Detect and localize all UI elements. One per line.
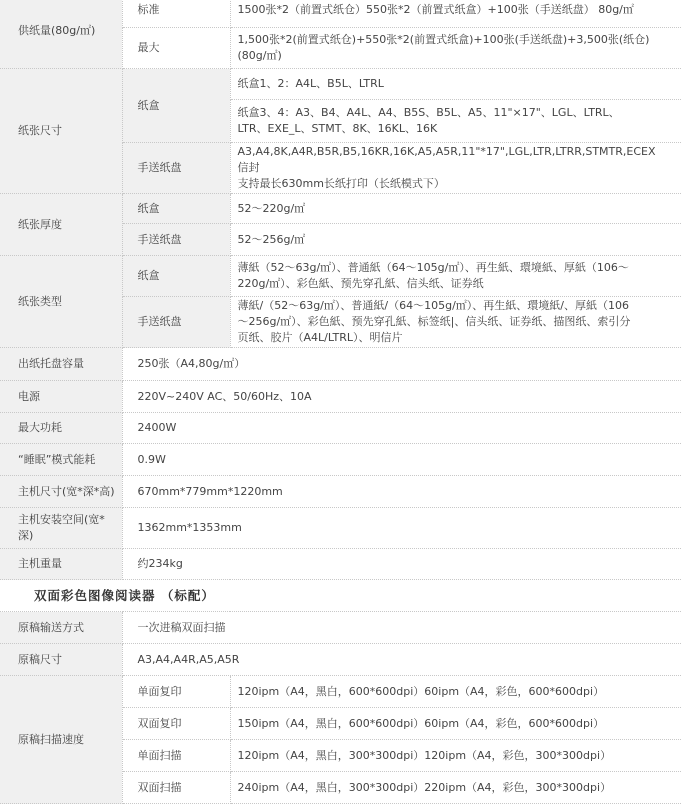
- install-space-label: [0, 508, 122, 549]
- value-line: A3,A4,8K,A4R,B5R,B5,16KR,16K,A5,A5R,11"*17",LGL,LTR,LTRR,STMTR,ECEX: [237, 145, 656, 158]
- label-line: 深): [18, 529, 34, 542]
- simplex-copy-value: 120ipm（A4，黑白，600*600dpi）60ipm（A4，彩色，600*600dpi）: [230, 676, 681, 708]
- original-size-value: A3,A4,A4R,A5,A5R: [122, 644, 681, 676]
- duplex-scan-value: 240ipm（A4，黑白，300*300dpi）220ipm（A4，彩色，300*300dpi）: [230, 772, 681, 804]
- feed-method-label: 原稿输送方式: [0, 612, 122, 644]
- max-value-line: 1,500张*2(前置式纸仓)+550张*2(前置式纸盒)+100张(手送纸盘)+3,500张(纸仓): [237, 33, 650, 46]
- power-label: 电源: [0, 381, 122, 413]
- row-dimensions: [0, 476, 681, 508]
- section-heading-row: [0, 580, 681, 612]
- bypass-label: 手送纸盘: [122, 297, 230, 348]
- standard-label: 标准: [122, 0, 230, 28]
- paper-size-label: 纸张尺寸: [0, 69, 122, 194]
- row-paper-type-cassette: [0, 256, 681, 297]
- value-line: 薄紙（52～63g/㎡）、普通紙（64～105g/㎡）、再生紙、環境紙、厚紙（106～: [237, 261, 629, 274]
- simplex-scan-value: 120ipm（A4，黑白，300*300dpi）120ipm（A4，彩色，300*300dpi）: [230, 740, 681, 772]
- label-line: 主机安装空间(宽*: [18, 513, 105, 526]
- paper-capacity-label: 供纸量(80g/㎡): [0, 0, 122, 69]
- row-paper-capacity-standard: [0, 0, 681, 28]
- cassette-size-value: [230, 100, 681, 143]
- dimensions-label: 主机尺寸(宽*深*高): [0, 476, 122, 508]
- scan-speed-label: 原稿扫描速度: [0, 676, 122, 804]
- power-value: 220V~240V AC、50/60Hz、10A: [122, 381, 681, 413]
- feed-method-value: 一次进稿双面扫描: [122, 612, 681, 644]
- row-max-power: [0, 413, 681, 444]
- row-install-space: [0, 508, 681, 549]
- value-line: 220g/㎡）、彩色紙、预先穿孔紙、信头纸、证券纸: [237, 277, 484, 290]
- duplex-scan-label: 双面扫描: [122, 772, 230, 804]
- paper-type-label: 纸张类型: [0, 256, 122, 348]
- simplex-scan-label: 单面扫描: [122, 740, 230, 772]
- max-power-label: 最大功耗: [0, 413, 122, 444]
- cassette-label: 纸盒: [122, 256, 230, 297]
- install-space-value: 1362mm*1353mm: [122, 508, 681, 549]
- row-original-size: [0, 644, 681, 676]
- simplex-copy-label: 单面复印: [122, 676, 230, 708]
- row-feed-method: [0, 612, 681, 644]
- paper-weight-label: 纸张厚度: [0, 194, 122, 256]
- bypass-label: 手送纸盘: [122, 224, 230, 256]
- duplex-copy-label: 双面复印: [122, 708, 230, 740]
- row-power: [0, 381, 681, 413]
- bypass-size-value: [230, 143, 681, 194]
- cassette-label: 纸盒: [122, 194, 230, 224]
- row-speed-simplex-copy: [0, 676, 681, 708]
- output-tray-value: 250张（A4,80g/㎡）: [122, 348, 681, 381]
- section-title: 双面彩色图像阅读器 （标配）: [0, 580, 681, 612]
- bypass-type-value: [230, 297, 681, 348]
- value-line: 支持最长630mm长纸打印（长纸模式下）: [237, 177, 445, 190]
- cassette-label: 纸盒: [122, 69, 230, 143]
- bypass-label: 手送纸盘: [122, 143, 230, 194]
- value-line: ～256g/㎡）、彩色紙、预先穿孔紙、标签纸|、信头纸、证券纸、描图纸、索引分: [237, 315, 631, 328]
- value-line: LTR、EXE_L、STMT、8K、16KL、16K: [237, 122, 438, 135]
- weight-value: 约234kg: [122, 549, 681, 580]
- value-line: 信封: [237, 161, 260, 174]
- cassette-type-value: [230, 256, 681, 297]
- output-tray-label: 出纸托盘容量: [0, 348, 122, 381]
- max-label: 最大: [122, 28, 230, 69]
- duplex-copy-value: 150ipm（A4，黑白，600*600dpi）60ipm（A4，彩色，600*600dpi）: [230, 708, 681, 740]
- dimensions-value: 670mm*779mm*1220mm: [122, 476, 681, 508]
- value-line: 页纸、胶片（A4L/LTRL）、明信片: [237, 331, 403, 344]
- row-paper-size-cassette-a: [0, 69, 681, 100]
- row-output-tray: [0, 348, 681, 381]
- cassette-weight-value: 52～220g/㎡: [230, 194, 681, 224]
- value-line: 纸盒3、4：A3、B4、A4L、A4、B5S、B5L、A5、11"×17"、LGL、LTRL、: [237, 106, 620, 119]
- weight-label: 主机重量: [0, 549, 122, 580]
- standard-value: 1500张*2（前置式纸仓）550张*2（前置式纸盒）+100张（手送纸盘） 80g/㎡: [230, 0, 681, 28]
- sleep-power-value: 0.9W: [122, 444, 681, 476]
- sleep-power-label: “睡眠”模式能耗: [0, 444, 122, 476]
- max-value: [230, 28, 681, 69]
- bypass-weight-value: 52～256g/㎡: [230, 224, 681, 256]
- original-size-label: 原稿尺寸: [0, 644, 122, 676]
- row-sleep-power: [0, 444, 681, 476]
- cassette-size-value: 纸盒1、2：A4L、B5L、LTRL: [230, 69, 681, 100]
- row-weight: [0, 549, 681, 580]
- value-line: 薄紙/（52～63g/㎡）、普通紙/（64～105g/㎡）、再生紙、環境紙/、厚紙（106: [237, 299, 629, 312]
- max-value-line: (80g/㎡): [237, 49, 282, 62]
- max-power-value: 2400W: [122, 413, 681, 444]
- row-paper-weight-cassette: [0, 194, 681, 224]
